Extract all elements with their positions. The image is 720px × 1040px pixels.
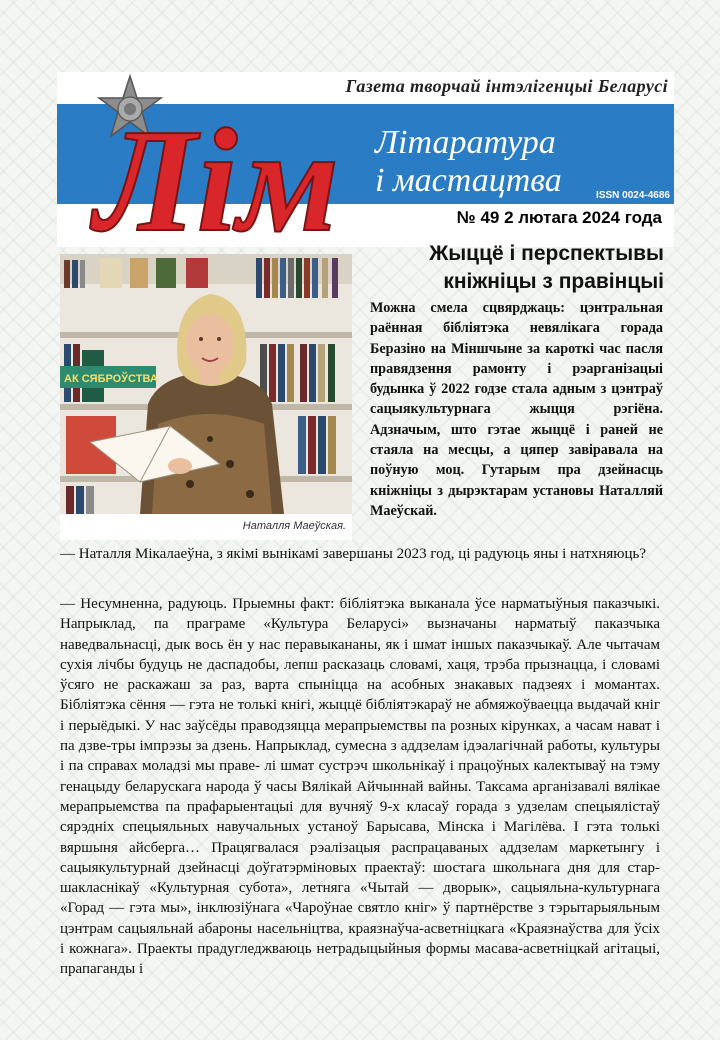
newspaper-title-line1: Літаратура xyxy=(375,124,556,161)
lim-logo xyxy=(87,92,347,247)
interview-answer: — Несумненна, радуюць. Прыемны факт: бібліятэка выканала ўсе нарматыўныя паказчыкі. Напрыклад, па праграме «Культура Беларусі» вызначаны нарматыў паказчыка наведвальнасці, дык вось ён у нас перавыкананы, як і шмат іншых паказчыкаў. Але чытачам сухія лічбы будуць не даспадобы, лепш расказаць словамі, хаця, трэба прызнацца, і словамі ўсяго не раскажаш за раз, варта спыніцца на асобных знакавых падзеях і момантах. Бібліятэка сёння — гэта не толькі кнігі, жыццё бібліятэкараў не абмяжоўваецца выдачай кніг і перыёдыкі. У нас заўсёды праводзяцца мерапрыемствы па розных кірунках, а часам нават і па дзве-тры імпрэзы за дзень. Напрыклад, сумесна з аддзелам ідэалагічнай работы, культуры і па справах моладзі мы праве- лі шмат сустрэч школьнікаў і працоўных калектываў на тэму генацыду беларускага народа ў часы Вялікай Айчыннай вайны. Таксама арганізавалі вялікае мерапрыемства па прафарыентацыі для вучняў 9-х класаў горада з удзелам спецыялістаў сярэдніх спецыяльных навучальных устаноў Барысава, Мінска і Магілёва. І гэта толькі вяршыня айсберга… Працягвалася рэалізацыя распрацаваных аддзелам маркетынгу і сацыякультурнай дзейнасці доўгатэрміновых праектаў: шостага школьнага дня для стар- шакласнікаў «Культурная субота», летняга «Чытай — дворык», сацыяльна-культурнага «Горад — гэта мы», інклюзіўнага «Чароўнае святло кніг» ў партнёрстве з тэрытарыяльным цэнтрам сацыяльнай абароны насельніцтва, краязнаўча-асветніцкага «Краязнаўства для ўсіх і кожнага». Праекты прадугледжваюць нетрадыцыйныя формы масава-асветніцкай агітацыі, прапаганды і xyxy=(60,596,660,978)
headline-line2: кніжніцы з правінцыі xyxy=(443,270,664,293)
newspaper-title-line2: і мастацтва xyxy=(375,162,562,199)
lim-logo-text: Лім xyxy=(95,99,340,247)
issn-number: ISSN 0024-4686 xyxy=(596,190,670,201)
library-portrait-image xyxy=(60,254,352,514)
portrait-photo xyxy=(60,254,352,514)
interview-question: — Наталля Мікалаеўна, з якімі вынікамі завершаны 2023 год, ці радуюць яны і натхняюць? xyxy=(60,546,647,562)
masthead xyxy=(57,72,674,247)
photo-caption: Наталля Маеўская. xyxy=(242,520,346,532)
headline-line1: Жыццё і перспектывы xyxy=(429,242,664,265)
article-lead: Можна смела сцвярджаць: цэнтральная раённая бібліятэка невялікага горада Беразіно на Міншчыне за кароткі час пасля правядзення рамонту і рэарганізацыі будынка ў 2022 годзе стала адным з цэнтраў сацыякультурнага жыцця рэгіёна. Адзначым, што гэтае жыццё і раней не стаяла на месцы, а цяпер завіравала на поўную моц. Гутарым пра дзейнасць кніжніцы з дырэктарам установы Наталляй Маеўскай. xyxy=(370,300,663,519)
article-headline xyxy=(429,240,664,296)
photo-caption-box xyxy=(60,514,352,540)
shelf-sign-text: АК СЯБРОЎСТВА xyxy=(64,373,158,385)
newspaper-tagline: Газета творчай інтэлігенцыі Беларусі xyxy=(345,76,668,96)
issue-info: № 49 2 лютага 2024 года xyxy=(456,208,662,227)
